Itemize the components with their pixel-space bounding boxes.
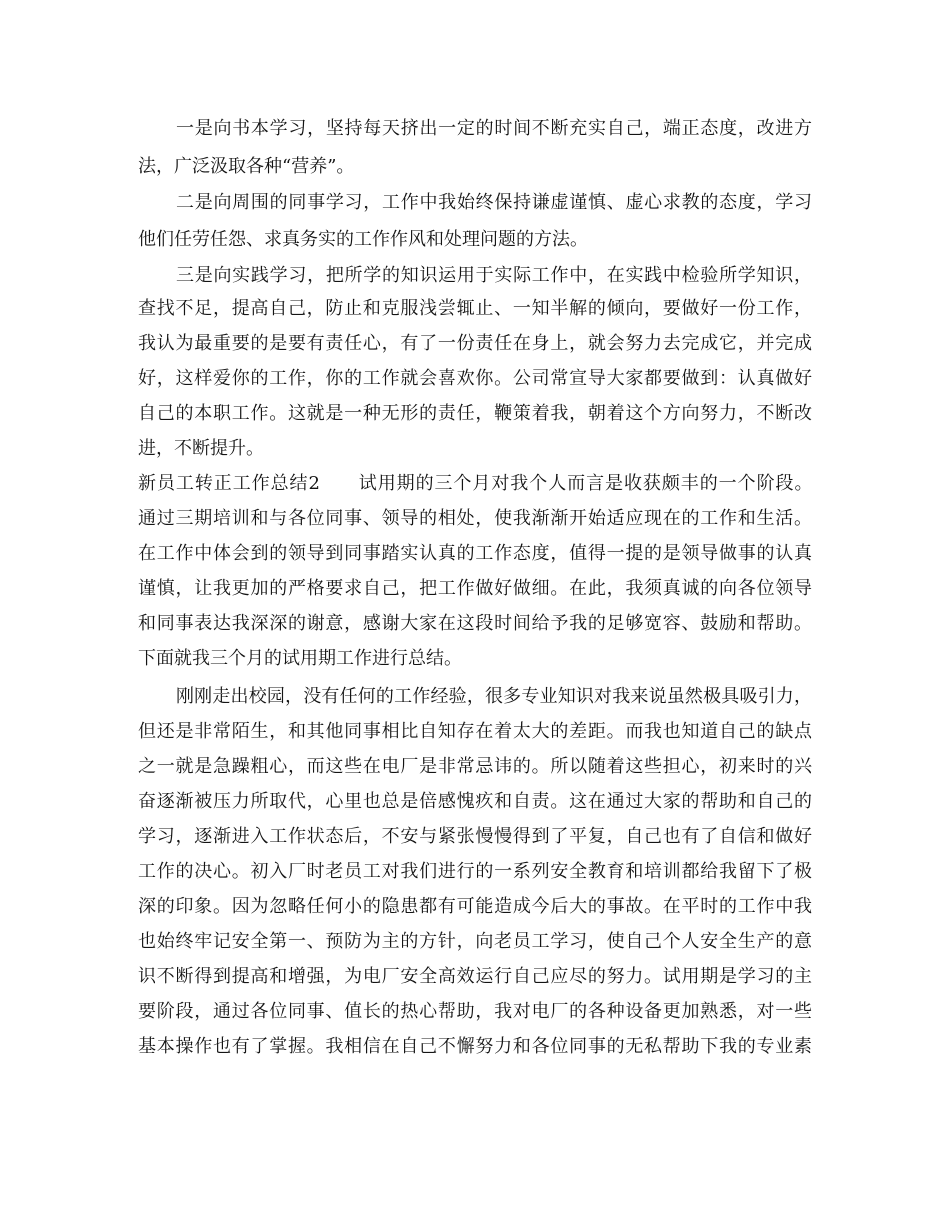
text-line: 下面就我三个月的试用期工作进行总结。 [138,648,462,669]
text-line: 我认为最重要的是要有责任心，有了一份责任在身上，就会努力去完成它，并完成 [138,333,813,354]
text-line: 也始终牢记安全第一、预防为主的方针，向老员工学习，使自己个人安全生产的意 [138,931,813,952]
text-line: 刚刚走出校园，没有任何的工作经验，很多专业知识对我来说虽然极具吸引力， [176,686,813,707]
text-line: 一是向书本学习，坚持每天挤出一定的时间不断充实自己，端正态度，改进方 [176,118,813,139]
text-line: 查找不足，提高自己，防止和克服浅尝辄止、一知半解的倾向，要做好一份工作， [138,298,813,319]
text-line: 奋逐渐被压力所取代，心里也总是倍感愧疚和自责。这在通过大家的帮助和自己的 [138,791,813,812]
text-line: 他们任劳任怨、求真务实的工作作风和处理问题的方法。 [138,229,588,250]
text-line: 之一就是急躁粗心，而这些在电厂是非常忌讳的。所以随着这些担心，初来时的兴 [138,756,813,777]
text-line: 识不断得到提高和增强，为电厂安全高效运行自己应尽的努力。试用期是学习的主 [138,966,813,987]
text-line: 自己的本职工作。这就是一种无形的责任，鞭策着我，朝着这个方向努力，不断改 [138,403,813,424]
text-line: 谨慎，让我更加的严格要求自己，把工作做好做细。在此，我须真诚的向各位领导 [138,578,813,599]
text-line: 进，不断提升。 [138,438,264,459]
text-line: 好，这样爱你的工作，你的工作就会喜欢你。公司常宣导大家都要做到：认真做好 [138,368,813,389]
text-line: 基本操作也有了掌握。我相信在自己不懈努力和各位同事的无私帮助下我的专业素 [138,1036,813,1057]
text-line: 在工作中体会到的领导到同事踏实认真的工作态度，值得一提的是领导做事的认真 [138,543,813,564]
text-line: 和同事表达我深深的谢意，感谢大家在这段时间给予我的足够宽容、鼓励和帮助。 [138,613,813,634]
text-line: 工作的决心。初入厂时老员工对我们进行的一系列安全教育和培训都给我留下了极 [138,861,813,882]
text-line: 学习，逐渐进入工作状态后，不安与紧张慢慢得到了平复，自己也有了自信和做好 [138,826,813,847]
text-line: 深的印象。因为忽略任何小的隐患都有可能造成今后大的事故。在平时的工作中我 [138,896,813,917]
text-line: 通过三期培训和与各位同事、领导的相处，使我渐渐开始适应现在的工作和生活。 [138,508,813,529]
section-heading-line: 新员工转正工作总结2 试用期的三个月对我个人而言是收获颇丰的一个阶段。 [138,473,814,494]
text-line: 法，广泛汲取各种“营养”。 [138,156,355,177]
text-line: 要阶段，通过各位同事、值长的热心帮助，我对电厂的各种设备更加熟悉，对一些 [138,1001,813,1022]
text-line: 但还是非常陌生，和其他同事相比自知存在着太大的差距。而我也知道自己的缺点 [138,721,813,742]
text-line: 二是向周围的同事学习，工作中我始终保持谦虚谨慎、虚心求教的态度，学习 [176,192,813,213]
text-line: 三是向实践学习，把所学的知识运用于实际工作中，在实践中检验所学知识， [176,265,813,286]
